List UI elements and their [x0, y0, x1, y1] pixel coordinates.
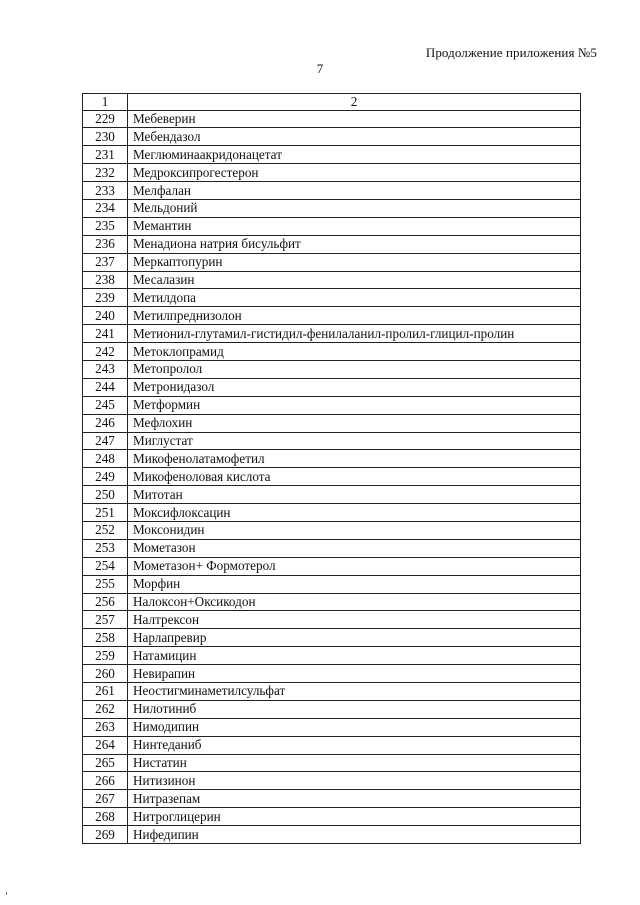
row-number: 243: [83, 360, 128, 378]
row-number: 268: [83, 808, 128, 826]
table-row: [83, 217, 581, 235]
table-header-row: [83, 94, 581, 111]
drug-name: Мометазон+ Формотерол: [128, 557, 581, 575]
page-number: 7: [316, 61, 324, 76]
row-number: 258: [83, 629, 128, 647]
drug-name: Менадиона натрия бисульфит: [128, 235, 581, 253]
drug-name: Нистатин: [128, 754, 581, 772]
drug-name: Неостигминаметилсульфат: [128, 683, 581, 701]
drug-name: Мометазон: [128, 539, 581, 557]
drug-name: Миглустат: [128, 432, 581, 450]
table-row: [83, 808, 581, 826]
drug-name: Метилпреднизолон: [128, 307, 581, 325]
drug-name: Меркаптопурин: [128, 253, 581, 271]
row-number: 266: [83, 772, 128, 790]
row-number: 254: [83, 557, 128, 575]
row-number: 250: [83, 486, 128, 504]
table-row: [83, 611, 581, 629]
table-row: [83, 343, 581, 361]
drug-name: Налтрексон: [128, 611, 581, 629]
table-row: [83, 110, 581, 128]
row-number: 262: [83, 700, 128, 718]
row-number: 238: [83, 271, 128, 289]
table-row: [83, 325, 581, 343]
row-number: 259: [83, 647, 128, 665]
row-number: 233: [83, 182, 128, 200]
table-row: [83, 128, 581, 146]
table-row: [83, 164, 581, 182]
table-body: [83, 94, 581, 844]
row-number: 230: [83, 128, 128, 146]
drug-name: Нимодипин: [128, 718, 581, 736]
row-number: 232: [83, 164, 128, 182]
row-number: 247: [83, 432, 128, 450]
table-row: [83, 772, 581, 790]
row-number: 229: [83, 110, 128, 128]
drug-name: Невирапин: [128, 665, 581, 683]
row-number: 241: [83, 325, 128, 343]
table-row: [83, 521, 581, 539]
drug-name: Микофенолатамофетил: [128, 450, 581, 468]
row-number: 248: [83, 450, 128, 468]
drug-name: Нитразепам: [128, 790, 581, 808]
drug-name: Мебендазол: [128, 128, 581, 146]
drug-name: Месалазин: [128, 271, 581, 289]
drug-name: Нифедипин: [128, 826, 581, 844]
row-number: 257: [83, 611, 128, 629]
row-number: 249: [83, 468, 128, 486]
row-number: 269: [83, 826, 128, 844]
row-number: 234: [83, 199, 128, 217]
table-row: [83, 647, 581, 665]
table-row: [83, 700, 581, 718]
table-row: [83, 414, 581, 432]
drug-name: Нитроглицерин: [128, 808, 581, 826]
drug-name: Метронидазол: [128, 378, 581, 396]
row-number: 261: [83, 683, 128, 701]
row-number: 240: [83, 307, 128, 325]
table-row: [83, 432, 581, 450]
row-number: 239: [83, 289, 128, 307]
table-row: [83, 504, 581, 522]
table-row: [83, 289, 581, 307]
row-number: 265: [83, 754, 128, 772]
row-number: 253: [83, 539, 128, 557]
table-row: [83, 307, 581, 325]
drug-name: Меглюминаакридонацетат: [128, 146, 581, 164]
drug-name: Мефлохин: [128, 414, 581, 432]
row-number: 264: [83, 736, 128, 754]
table-row: [83, 146, 581, 164]
table-row: [83, 182, 581, 200]
row-number: 237: [83, 253, 128, 271]
drug-name: Метионил-глутамил-гистидил-фенилаланил-пролил-глицил-пролин: [128, 325, 581, 343]
table-row: [83, 790, 581, 808]
row-number: 260: [83, 665, 128, 683]
drug-name: Метформин: [128, 396, 581, 414]
table-row: [83, 199, 581, 217]
drug-name: Метопролол: [128, 360, 581, 378]
column-header-name: 2: [128, 94, 581, 111]
table-row: [83, 826, 581, 844]
margin-mark: [6, 892, 7, 895]
row-number: 252: [83, 521, 128, 539]
row-number: 246: [83, 414, 128, 432]
row-number: 245: [83, 396, 128, 414]
table-row: [83, 539, 581, 557]
row-number: 251: [83, 504, 128, 522]
column-header-number: 1: [83, 94, 128, 111]
drug-name: Метоклопрамид: [128, 343, 581, 361]
row-number: 255: [83, 575, 128, 593]
drug-name: Метилдопа: [128, 289, 581, 307]
drug-name: Моксифлоксацин: [128, 504, 581, 522]
table-row: [83, 360, 581, 378]
table-row: [83, 396, 581, 414]
table-row: [83, 665, 581, 683]
row-number: 236: [83, 235, 128, 253]
table-row: [83, 378, 581, 396]
table-row: [83, 450, 581, 468]
row-number: 235: [83, 217, 128, 235]
drug-name: Медроксипрогестерон: [128, 164, 581, 182]
table-row: [83, 593, 581, 611]
drug-name: Нинтеданиб: [128, 736, 581, 754]
drug-name: Нарлапревир: [128, 629, 581, 647]
table-row: [83, 271, 581, 289]
drug-name: Налоксон+Оксикодон: [128, 593, 581, 611]
row-number: 256: [83, 593, 128, 611]
table-row: [83, 235, 581, 253]
row-number: 231: [83, 146, 128, 164]
drug-name: Мелфалан: [128, 182, 581, 200]
table-row: [83, 253, 581, 271]
drug-name: Морфин: [128, 575, 581, 593]
drug-name: Микофеноловая кислота: [128, 468, 581, 486]
drug-name: Мельдоний: [128, 199, 581, 217]
drug-name: Митотан: [128, 486, 581, 504]
drug-name: Мемантин: [128, 217, 581, 235]
drug-name: Мебеверин: [128, 110, 581, 128]
table-row: [83, 683, 581, 701]
drug-name: Нилотиниб: [128, 700, 581, 718]
drug-name: Моксонидин: [128, 521, 581, 539]
table-row: [83, 557, 581, 575]
continuation-header: Продолжение приложения №5: [425, 45, 597, 60]
table-row: [83, 718, 581, 736]
table-row: [83, 736, 581, 754]
drug-list-table: [82, 93, 581, 844]
table-row: [83, 575, 581, 593]
row-number: 263: [83, 718, 128, 736]
row-number: 244: [83, 378, 128, 396]
drug-name: Натамицин: [128, 647, 581, 665]
drug-name: Нитизинон: [128, 772, 581, 790]
row-number: 242: [83, 343, 128, 361]
table-row: [83, 754, 581, 772]
table-row: [83, 629, 581, 647]
table-row: [83, 486, 581, 504]
table-row: [83, 468, 581, 486]
row-number: 267: [83, 790, 128, 808]
